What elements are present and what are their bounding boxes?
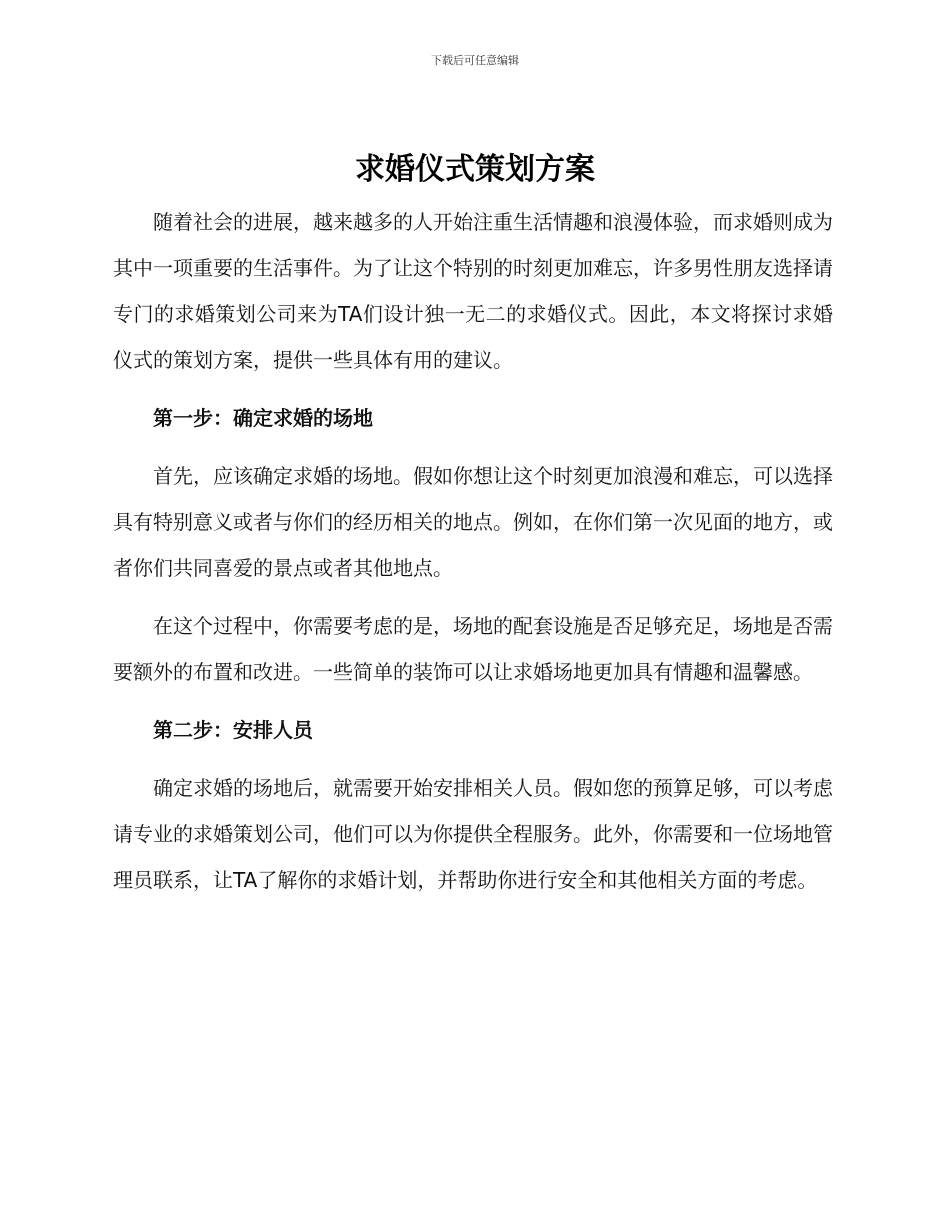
intro-paragraph: 随着社会的进展，越来越多的人开始注重生活情趣和浪漫体验，而求婚则成为其中一项重要的生活事件。为了让这个特别的时刻更加难忘，许多男性朋友选择请专门的求婚策划公司来为TA们设计独一无二的求婚仪式。因此，本文将探讨求婚仪式的策划方案，提供一些具体有用的建议。 (113, 210, 833, 372)
section-1-paragraph-1: 首先，应该确定求婚的场地。假如你想让这个时刻更加浪漫和难忘，可以选择具有特别意义或者与你们的经历相关的地点。例如，在你们第一次见面的地方，或者你们共同喜爱的景点或者其他地点。 (113, 464, 833, 580)
section-heading-2: 第二步：安排人员 (153, 718, 313, 742)
section-heading-1: 第一步：确定求婚的场地 (153, 406, 373, 430)
section-2-paragraph-1: 确定求婚的场地后，就需要开始安排相关人员。假如您的预算足够，可以考虑请专业的求婚策划公司，他们可以为你提供全程服务。此外，你需要和一位场地管理员联系，让TA了解你的求婚计划，并帮助你进行安全和其他相关方面的考虑。 (113, 776, 833, 892)
header-note: 下载后可任意编辑 (431, 54, 519, 67)
document-body (113, 199, 833, 903)
document-title: 求婚仪式策划方案 (355, 152, 595, 187)
section-1-paragraph-2: 在这个过程中，你需要考虑的是，场地的配套设施是否足够充足，场地是否需要额外的布置和改进。一些简单的装饰可以让求婚场地更加具有情趣和温馨感。 (113, 614, 833, 684)
